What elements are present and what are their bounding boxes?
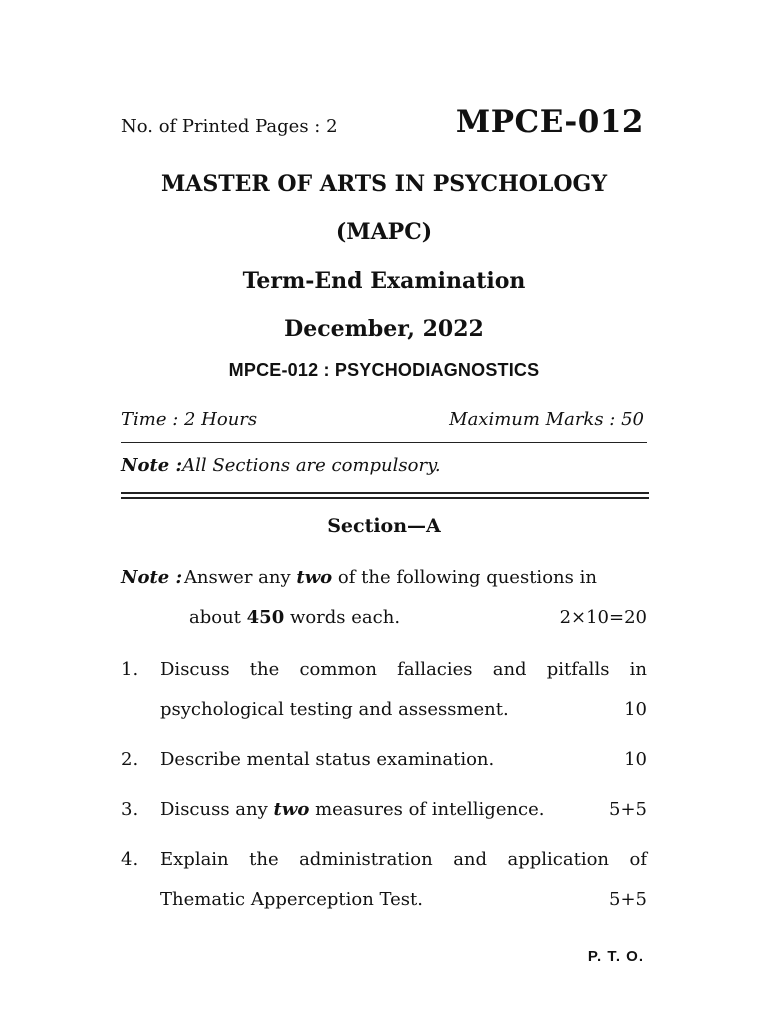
question-1 bbox=[121, 650, 647, 730]
section-note-emph: two bbox=[296, 567, 333, 588]
section-note-line2 bbox=[121, 598, 647, 638]
exam-duration: Time : 2 Hours bbox=[121, 409, 258, 430]
note-text: All Sections are compulsory. bbox=[182, 455, 441, 476]
printed-pages-count: No. of Printed Pages : 2 bbox=[121, 116, 338, 137]
double-divider-bottom bbox=[121, 497, 649, 499]
section-heading: Section—A bbox=[327, 515, 441, 537]
section-note-text-c: about bbox=[189, 607, 247, 628]
section-note-text-b: of the following questions in bbox=[332, 567, 597, 588]
divider bbox=[121, 442, 647, 443]
section-note-line1 bbox=[121, 558, 647, 598]
question-4 bbox=[121, 840, 647, 920]
question-marks: 10 bbox=[624, 749, 647, 770]
question-number: 1. bbox=[121, 659, 139, 680]
question-text-line: Describe mental status examination. bbox=[160, 749, 495, 770]
double-divider-top bbox=[121, 492, 649, 494]
please-turn-over: P. T. O. bbox=[587, 948, 644, 965]
note-label: Note : bbox=[121, 455, 183, 476]
subject-title: MPCE-012 : PSYCHODIAGNOSTICS bbox=[228, 360, 540, 380]
question-2 bbox=[121, 740, 647, 780]
question-text-line: psychological testing and assessment. bbox=[160, 699, 509, 720]
maximum-marks: Maximum Marks : 50 bbox=[449, 409, 644, 430]
section-marks: 2×10=20 bbox=[559, 607, 647, 628]
question-text-line: Explain the administration and application of bbox=[160, 849, 647, 870]
section-note-text-d: words each. bbox=[284, 607, 401, 628]
question-text-line: Thematic Apperception Test. bbox=[160, 889, 423, 910]
section-note-word-count: 450 bbox=[246, 607, 285, 628]
question-marks: 5+5 bbox=[609, 799, 647, 820]
question-number: 2. bbox=[121, 749, 139, 770]
question-text-emph: two bbox=[273, 799, 310, 820]
question-marks: 10 bbox=[624, 699, 647, 720]
time-marks-row bbox=[121, 409, 644, 430]
exam-date: December, 2022 bbox=[284, 316, 484, 342]
question-3 bbox=[121, 790, 647, 830]
section-note-text-a: Answer any bbox=[183, 567, 297, 588]
section-note bbox=[121, 558, 647, 638]
question-text-part: measures of intelligence. bbox=[309, 799, 545, 820]
question-text-part: Discuss any bbox=[160, 799, 274, 820]
exam-title: Term-End Examination bbox=[242, 268, 526, 294]
question-number: 4. bbox=[121, 849, 139, 870]
course-code: MPCE-012 bbox=[455, 104, 644, 140]
degree-title: MASTER OF ARTS IN PSYCHOLOGY bbox=[160, 171, 608, 197]
question-text-line: Discuss the common fallacies and pitfalls in bbox=[160, 659, 647, 680]
question-marks: 5+5 bbox=[609, 889, 647, 910]
general-note bbox=[121, 455, 441, 476]
question-number: 3. bbox=[121, 799, 139, 820]
section-note-label: Note : bbox=[121, 567, 183, 588]
degree-abbreviation: (MAPC) bbox=[335, 219, 433, 245]
